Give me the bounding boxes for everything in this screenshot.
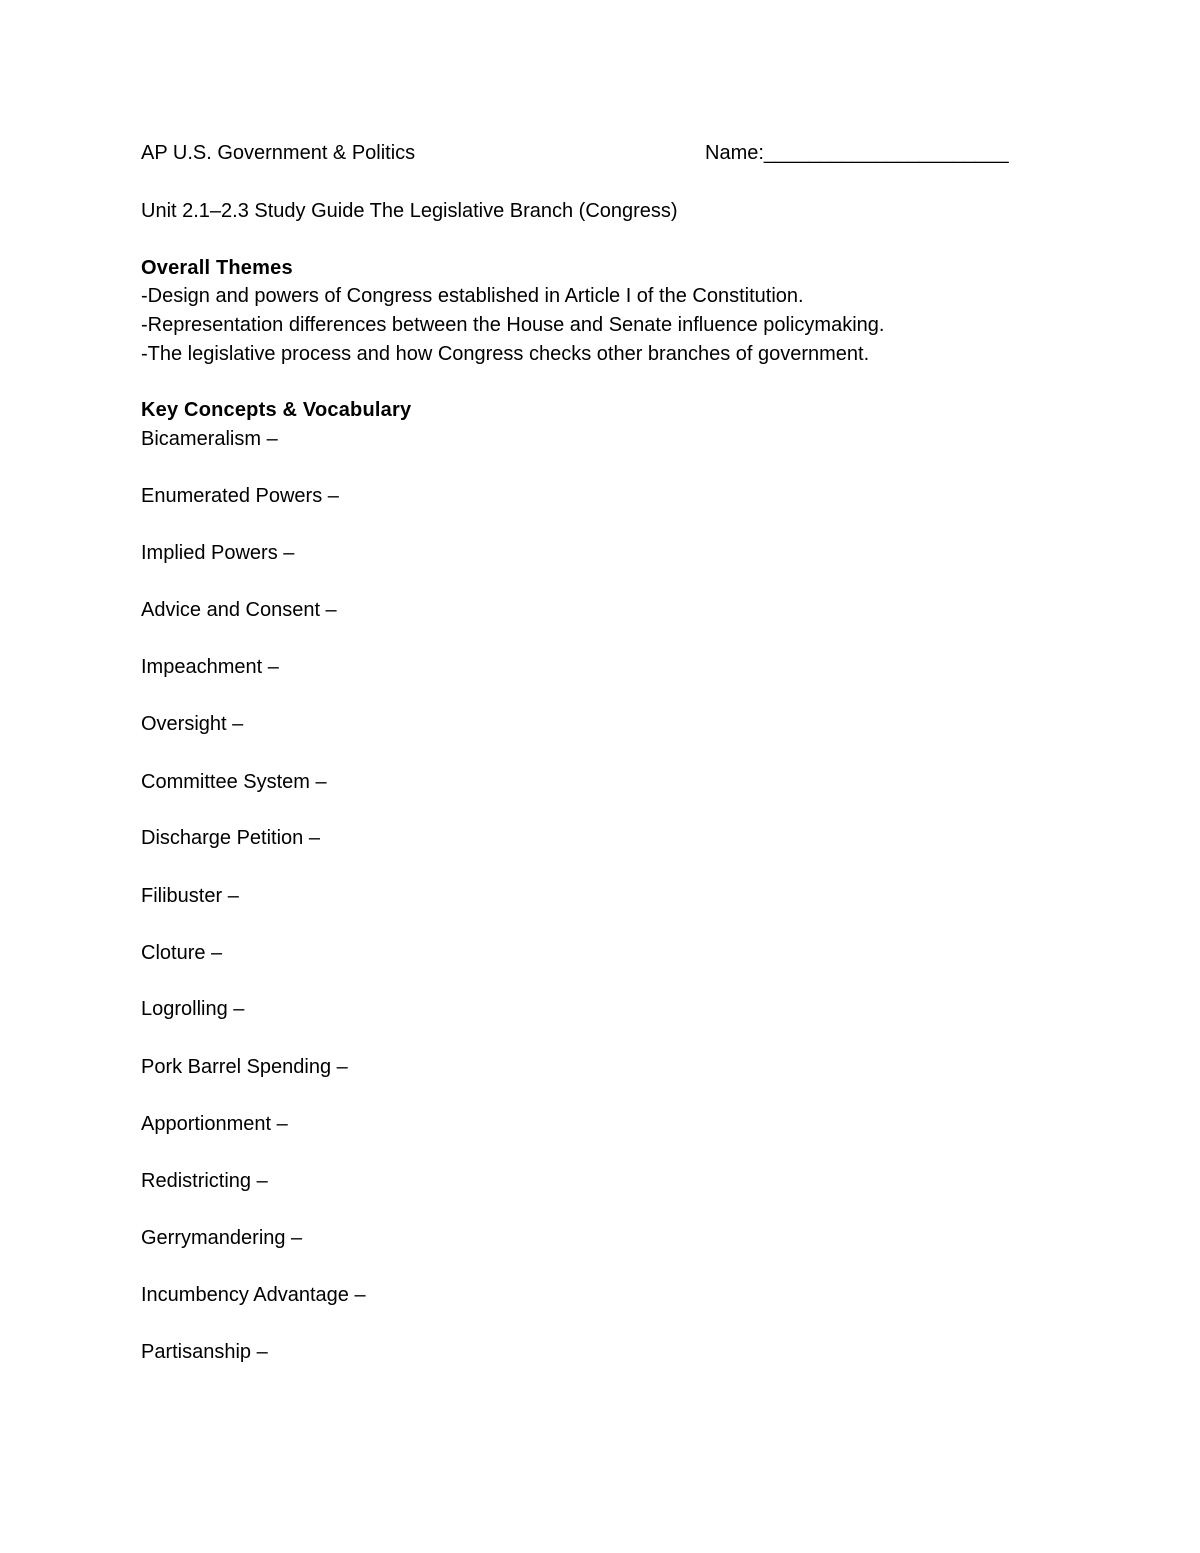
- vocab-term: Oversight –: [141, 713, 244, 735]
- vocab-term: Apportionment –: [141, 1113, 288, 1135]
- vocab-term: Partisanship –: [141, 1341, 268, 1363]
- vocab-term: Redistricting –: [141, 1170, 268, 1192]
- theme-item-1: -Design and powers of Congress established in Article I of the Constitution.: [141, 285, 804, 307]
- vocab-term: Gerrymandering –: [141, 1227, 303, 1249]
- vocab-term: Cloture –: [141, 942, 223, 964]
- vocab-heading: Key Concepts & Vocabulary: [141, 399, 412, 421]
- unit-title: Unit 2.1–2.3 Study Guide The Legislative Branch (Congress): [141, 200, 678, 222]
- vocab-term: Committee System –: [141, 771, 327, 793]
- student-name-field: Name:______________________: [705, 142, 1009, 164]
- vocab-term: Advice and Consent –: [141, 599, 337, 621]
- vocab-term: Enumerated Powers –: [141, 485, 339, 507]
- vocab-term: Filibuster –: [141, 885, 239, 907]
- course-title: AP U.S. Government & Politics: [141, 142, 416, 164]
- vocab-term: Bicameralism –: [141, 428, 278, 450]
- themes-heading: Overall Themes: [141, 257, 293, 279]
- theme-item-3: -The legislative process and how Congress checks other branches of government.: [141, 343, 870, 365]
- vocab-term: Impeachment –: [141, 656, 279, 678]
- vocab-term: Discharge Petition –: [141, 827, 320, 849]
- vocab-term: Logrolling –: [141, 998, 245, 1020]
- theme-item-2: -Representation differences between the House and Senate influence policymaking.: [141, 314, 885, 336]
- vocab-term: Implied Powers –: [141, 542, 295, 564]
- vocab-term: Incumbency Advantage –: [141, 1284, 366, 1306]
- vocab-term: Pork Barrel Spending –: [141, 1056, 348, 1078]
